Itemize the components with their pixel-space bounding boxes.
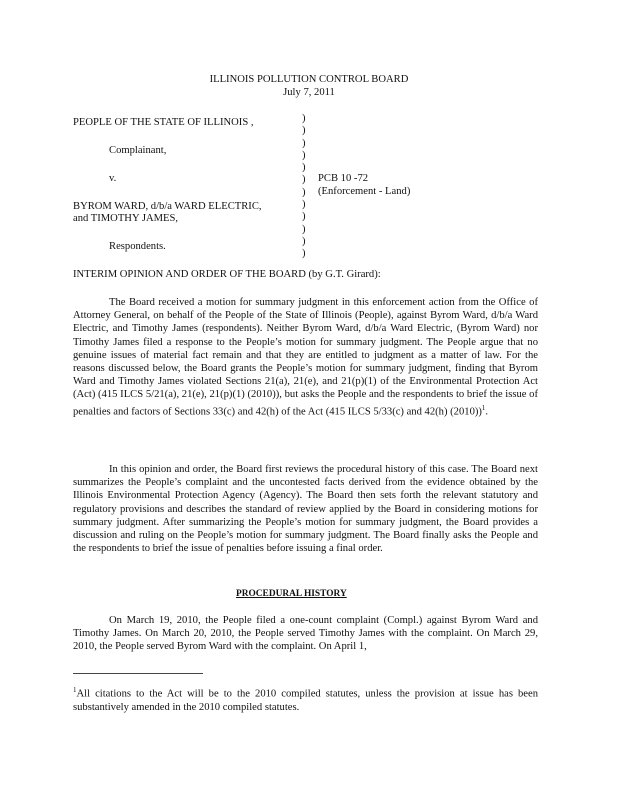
caption-versus: v. <box>109 173 117 184</box>
paragraph-introduction <box>73 296 538 418</box>
board-name: ILLINOIS POLLUTION CONTROL BOARD <box>209 74 409 85</box>
section-heading: PROCEDURAL HISTORY <box>236 589 347 599</box>
caption-defendant-line2: and TIMOTHY JAMES, <box>73 213 179 224</box>
footnote-divider <box>73 673 203 674</box>
case-number: PCB 10 -72 <box>318 173 369 184</box>
caption-paren-column: ) ) ) ) ) ) ) ) ) ) ) ) <box>302 113 306 260</box>
opinion-title: INTERIM OPINION AND ORDER OF THE BOARD (by G.T. Girard): <box>73 269 381 280</box>
paragraph-procedural-history: On March 19, 2010, the People filed a one-count complaint (Compl.) against Byrom Ward and Timothy James. On March 20, 2010, the People served Timothy James with the complaint. On March 29, 2010, the People served Byrom Ward with the complaint. On April 1, <box>73 615 538 653</box>
footnote-marker: 1 <box>73 686 77 694</box>
caption-respondents-label: Respondents. <box>109 241 166 252</box>
footnote <box>73 684 538 714</box>
caption-plaintiff: PEOPLE OF THE STATE OF ILLINOIS , <box>73 117 254 128</box>
document-date: July 7, 2011 <box>283 87 335 98</box>
case-type: (Enforcement - Land) <box>318 186 411 197</box>
paragraph-introduction-text: The Board received a motion for summary judgment in this enforcement action from the Office of Attorney General, on behalf of the People of the State of Illinois (People), against Byrom Ward, d/b/a Ward Electric, and Timothy James (respondents). Neither Byrom Ward, d/b/a Ward Electric, (Byrom Ward) nor Timothy James filed a response to the People’s motion for summary judgment. The People argue that no genuine issues of material fact remain and that they are entitled to judgment as a matter of law. For the reasons discussed below, the Board grants the People’s motion for summary judgment, finding that Byrom Ward and Timothy James violated Sections 21(a), 21(e), and 21(p)(1) of the Environmental Protection Act (Act) (415 ILCS 5/21(a), 21(e), 21(p)(1) (2010)), but asks the People and the respondents to brief the issue of penalties and factors of Sections 33(c) and 42(h) of the Act (415 ILCS 5/33(c) and 42(h) (2010)) <box>73 297 538 418</box>
paragraph-overview: In this opinion and order, the Board first reviews the procedural history of this case. The Board next summarizes the People’s complaint and the uncontested facts derived from the evidence obtained by the Illinois Environmental Protection Agency (Agency). The Board then sets forth the relevant statutory and regulatory provisions and describes the standard of review applied by the Board in considering motions for summary judgment. After summarizing the People’s motion for summary judgment, the Board provides a discussion and ruling on the People’s motion for summary judgment. The Board finally asks the People and the respondents to brief the issue of penalties before issuing a final order. <box>73 464 538 555</box>
footnote-text: All citations to the Act will be to the 2010 compiled statutes, unless the provision at issue has been substantively amended in the 2010 compiled statutes. <box>73 688 538 713</box>
caption-defendant-line1: BYROM WARD, d/b/a WARD ELECTRIC, <box>73 201 262 212</box>
footnote-reference: 1 <box>481 403 486 412</box>
paragraph-introduction-end: . <box>485 406 489 418</box>
caption-complainant-label: Complainant, <box>109 145 167 156</box>
